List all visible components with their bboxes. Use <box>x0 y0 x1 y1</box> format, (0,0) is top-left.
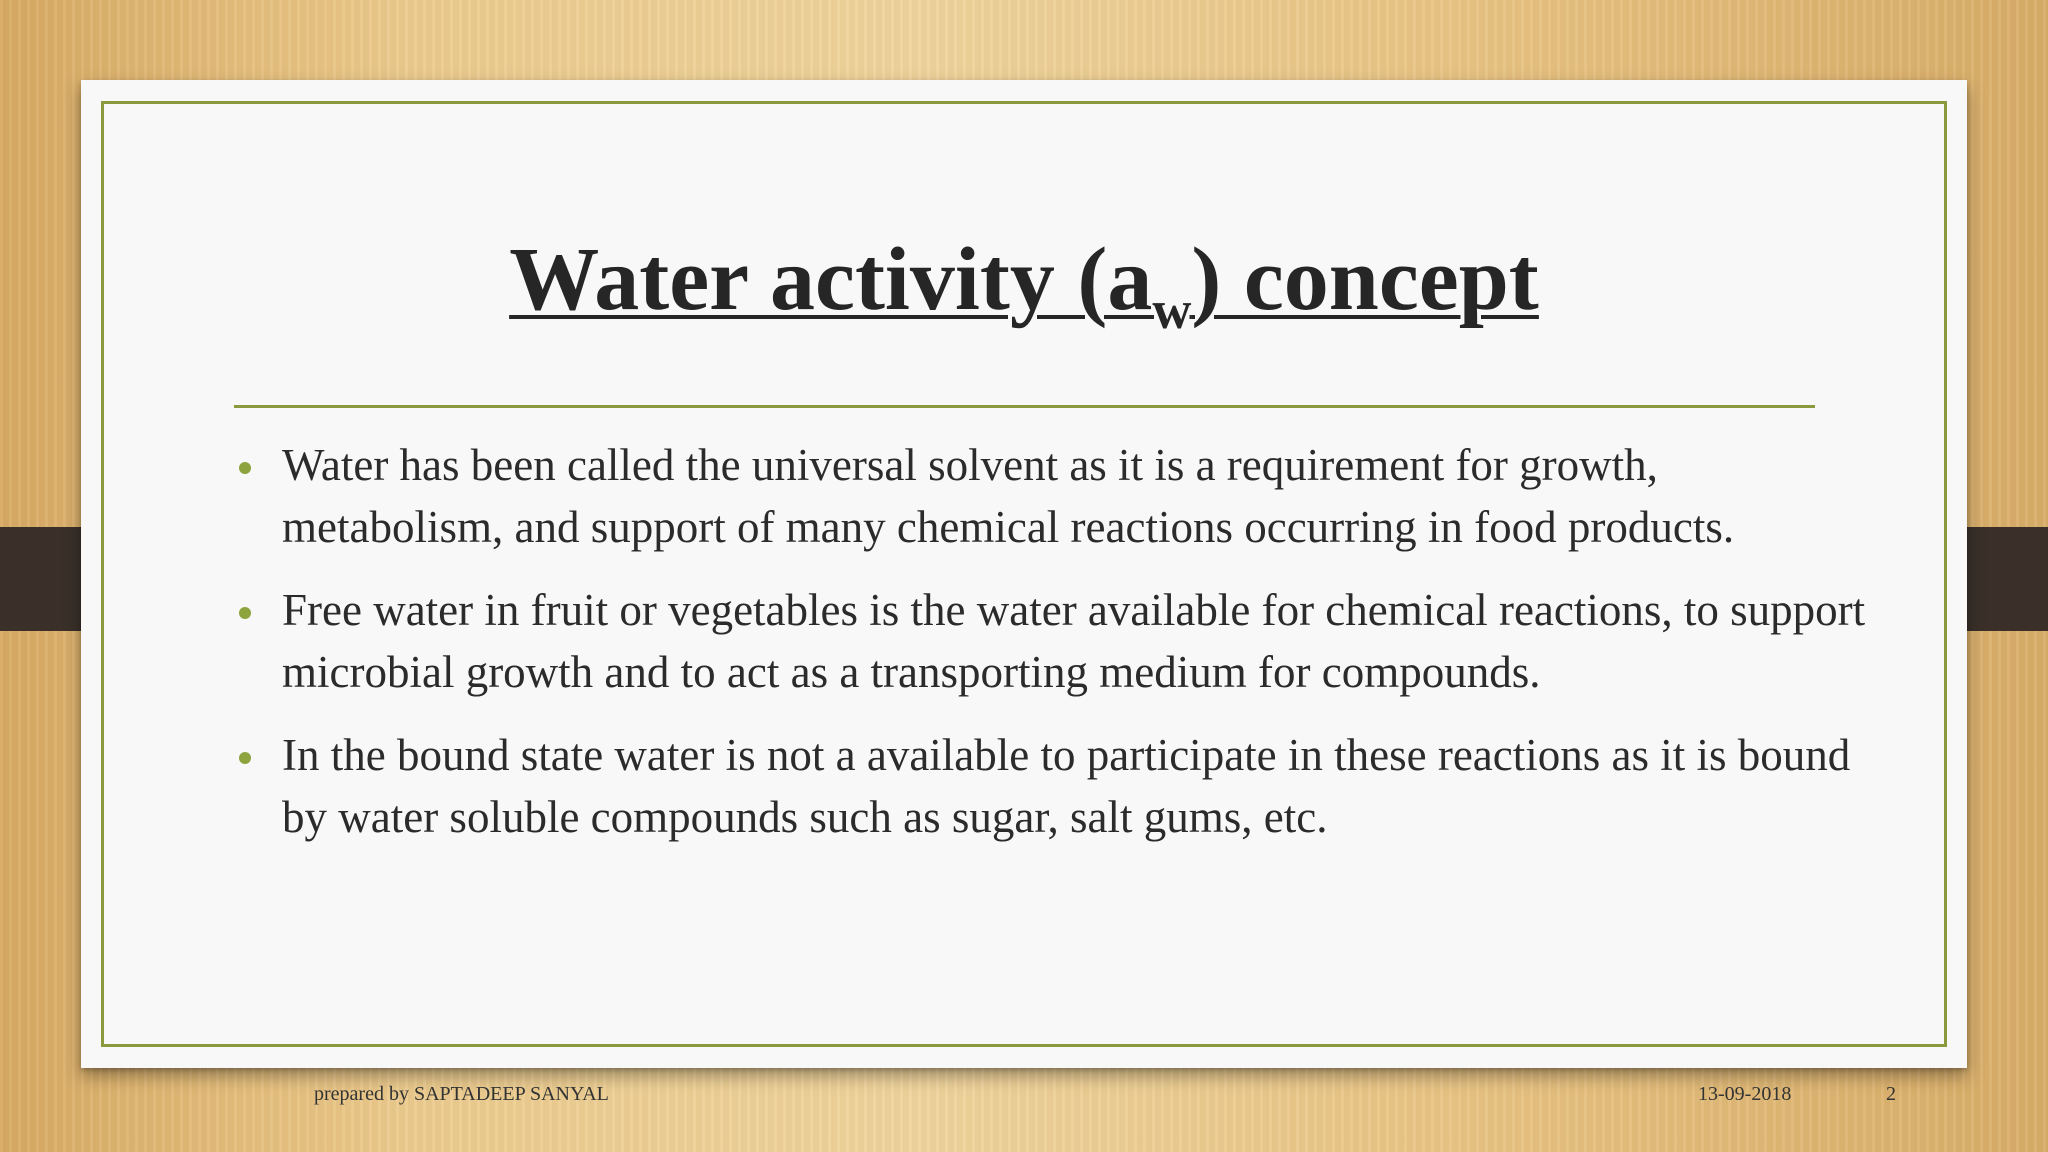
slide-card <box>81 80 1967 1105</box>
footer-date: 13-09-2018 <box>1698 1083 1792 1105</box>
bullet-text: Free water in fruit or vegetables is the water available for chemical reactions, to support microbial growth and to act as a transporting medium for compounds. <box>282 585 1866 697</box>
bullet-text: Water has been called the universal solvent as it is a requirement for growth, metabolism, and support of many chemical reactions occurring in food products. <box>282 440 1735 552</box>
footer-author: prepared by SAPTADEEP SANYAL <box>314 1083 609 1105</box>
slide-title <box>81 225 1967 340</box>
slide-title-text <box>509 230 1539 340</box>
title-end: ) concept <box>1191 230 1539 329</box>
title-divider <box>234 405 1815 408</box>
bullet-item <box>234 725 1874 848</box>
title-subscript: w <box>1152 279 1192 340</box>
bullet-item <box>234 435 1874 558</box>
bullet-list <box>234 435 1874 870</box>
bullet-dot-icon <box>239 607 251 619</box>
footer-page-number: 2 <box>1886 1083 1896 1105</box>
bullet-dot-icon <box>239 752 251 764</box>
title-main: Water activity (a <box>509 230 1153 329</box>
bullet-item <box>234 580 1874 703</box>
bullet-text: In the bound state water is not a available to participate in these reactions as it is bound by water soluble compounds such as sugar, salt gums, etc. <box>282 730 1851 842</box>
bullet-dot-icon <box>239 462 251 474</box>
